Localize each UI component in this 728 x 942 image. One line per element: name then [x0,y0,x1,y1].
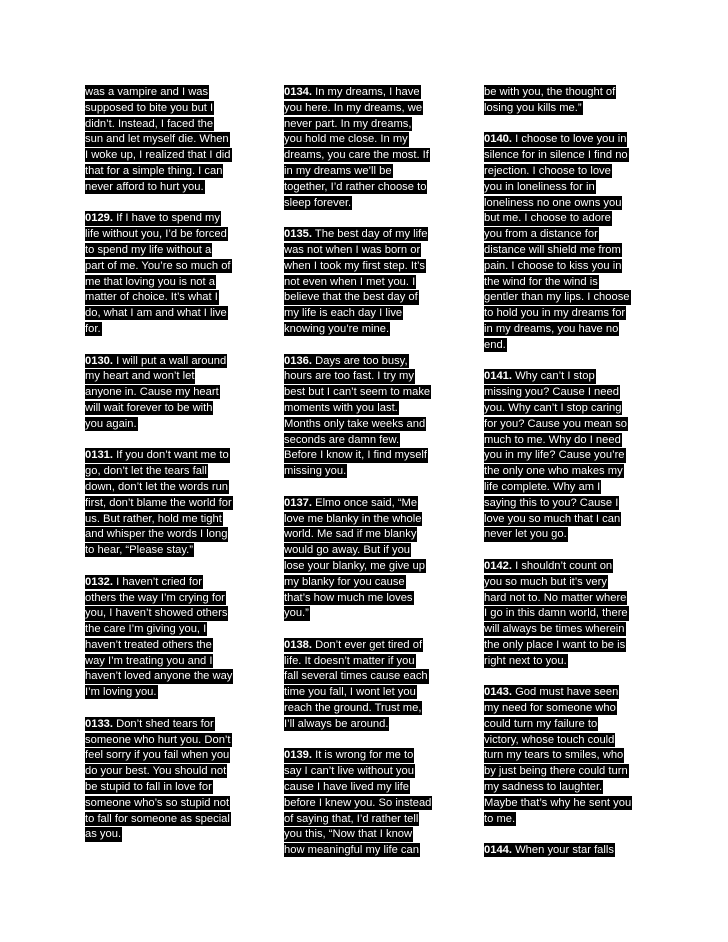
highlighted-text: sun and let myself die. When [85,133,229,146]
text-line [284,132,444,148]
text-line [484,101,644,117]
highlighted-text: the care I’m giving you, I [85,623,207,636]
highlighted-text: 0129. If I have to spend my [85,212,220,225]
highlighted-text: victory, whose touch could [484,733,615,746]
highlighted-text: missing you? Cause I need [484,386,619,399]
quote-paragraph [484,559,644,670]
text-line [85,527,245,543]
quote-paragraph [85,575,245,701]
quote-number: 0136. [284,354,312,367]
highlighted-text: loneliness no one owns you [484,196,622,209]
highlighted-text: that for a simple thing. I can [85,164,223,177]
text-line [85,638,245,654]
highlighted-text: 0136. Days are too busy, [284,354,408,367]
text-line [484,401,644,417]
text-line [484,591,644,607]
highlighted-text: gentler than my lips. I choose [484,291,630,304]
text-line [484,85,644,101]
text-line [484,132,644,148]
highlighted-text: love me blanky in the whole [284,512,422,525]
highlighted-text: Months only take weeks and [284,417,426,430]
highlighted-text: matter of choice. It’s what I [85,291,218,304]
text-line [484,496,644,512]
highlighted-text: reach the ground. Trust me, [284,702,422,715]
text-line [85,164,245,180]
text-line [85,575,245,591]
text-line [484,275,644,291]
text-line [484,843,644,859]
text-line [284,164,444,180]
quote-number: 0131. [85,449,113,462]
text-line [284,354,444,370]
highlighted-text: someone who hurt you. Don’t [85,733,231,746]
highlighted-text: 0135. The best day of my life [284,228,428,241]
highlighted-text: in my dreams, you have no [484,322,619,335]
quote-paragraph [284,638,444,733]
quote-number: 0140. [484,133,512,146]
highlighted-text: you in loneliness for in [484,180,595,193]
highlighted-text: losing you kills me.” [484,101,582,114]
highlighted-text: 0137. Elmo once said, “Me [284,496,418,509]
quote-number: 0143. [484,686,512,699]
quote-paragraph [284,227,444,338]
highlighted-text: would go away. But if you [284,544,411,557]
highlighted-text: together, I’d rather choose to [284,180,427,193]
highlighted-text: you so much but it’s very [484,575,607,588]
highlighted-text: my need for someone who [484,702,616,715]
quote-number: 0138. [284,638,312,651]
text-line [484,796,644,812]
text-line [484,417,644,433]
text-line [484,385,644,401]
text-line [85,622,245,638]
highlighted-text: be stupid to fall in love for [85,781,212,794]
highlighted-text: seconds are damn few. [284,433,400,446]
highlighted-text: be with you, the thought of [484,86,616,98]
highlighted-text: distance will shield me from [484,243,621,256]
text-line [284,433,444,449]
text-line [484,433,644,449]
text-line [484,338,644,354]
highlighted-text: didn’t. Instead, I faced the [85,117,214,130]
text-line [484,480,644,496]
text-line [85,780,245,796]
highlighted-text: you from a distance for [484,228,598,241]
highlighted-text: you in my life? Cause you’re [484,449,625,462]
text-line [85,148,245,164]
text-line [484,606,644,622]
text-line [85,290,245,306]
highlighted-text: in my dreams we’ll be [284,164,392,177]
highlighted-text: how meaningful my life can [284,844,419,857]
highlighted-text: you hold me close. In my [284,133,408,146]
text-line [85,385,245,401]
highlighted-text: could turn my failure to [484,717,598,730]
highlighted-text: 0140. I choose to love you in [484,133,627,146]
quote-paragraph [284,354,444,480]
highlighted-text: I woke up, I realized that I did [85,149,231,162]
highlighted-text: right next to you. [484,654,567,667]
text-line [85,211,245,227]
highlighted-text: never part. In my dreams, [284,117,412,130]
text-line [284,764,444,780]
text-line [284,512,444,528]
quote-number: 0137. [284,496,312,509]
highlighted-text: life complete. Why am I [484,480,601,493]
highlighted-text: go, don’t let the tears fall [85,465,207,478]
highlighted-text: 0144. When your star falls [484,844,614,857]
highlighted-text: I go in this damn world, there [484,607,628,620]
highlighted-text: as you. [85,828,122,841]
text-line [85,812,245,828]
text-line [484,290,644,306]
text-line [284,259,444,275]
highlighted-text: missing you. [284,465,347,478]
highlighted-text: sleep forever. [284,196,352,209]
highlighted-text: silence for in silence I find no [484,149,628,162]
highlighted-text: the only one who makes my [484,465,623,478]
highlighted-text: part of me. You’re so much of [85,259,231,272]
text-line [284,417,444,433]
highlighted-text: will wait forever to be with [85,401,213,414]
highlighted-text: do your best. You should not [85,765,227,778]
highlighted-text: us. But rather, hold me tight [85,512,222,525]
highlighted-text: hours are too fast. I try my [284,370,414,383]
text-line [284,369,444,385]
highlighted-text: saying this to you? Cause I [484,496,619,509]
highlighted-text: you.” [284,607,309,620]
highlighted-text: much to me. Why do I need [484,433,621,446]
text-line [85,606,245,622]
highlighted-text: was not when I was born or [284,243,421,256]
text-column-2 [284,85,444,859]
text-line [284,748,444,764]
text-line [284,385,444,401]
text-line [284,843,444,859]
text-line [484,211,644,227]
text-line [484,654,644,670]
text-line [85,117,245,133]
highlighted-text: time you fall, I wont let you [284,686,416,699]
text-line [484,196,644,212]
text-line [85,243,245,259]
text-line [85,764,245,780]
quote-paragraph [284,85,444,211]
text-line [284,543,444,559]
text-line [484,575,644,591]
highlighted-text: but me. I choose to adore [484,212,611,225]
text-line [284,812,444,828]
text-line [284,101,444,117]
highlighted-text: 0133. Don’t shed tears for [85,717,214,730]
text-line [484,764,644,780]
highlighted-text: 0131. If you don’t want me to [85,449,229,462]
text-line [284,322,444,338]
text-line [284,275,444,291]
highlighted-text: first, don’t blame the world for [85,496,232,509]
highlighted-text: do, what I am and what I live [85,307,227,320]
highlighted-text: you. Why can’t I stop caring [484,401,622,414]
highlighted-text: fall several times cause each [284,670,428,683]
text-line [284,717,444,733]
quote-paragraph [484,369,644,543]
highlighted-text: 0134. In my dreams, I have [284,86,420,98]
highlighted-text: lose your blanky, me give up [284,559,425,572]
text-line [85,417,245,433]
highlighted-text: my life is each day I live [284,307,403,320]
text-line [284,654,444,670]
text-line [284,527,444,543]
text-line [484,701,644,717]
text-line [85,496,245,512]
text-line [85,733,245,749]
text-line [85,275,245,291]
highlighted-text: the wind for the wind is [484,275,598,288]
highlighted-text: 0143. God must have seen [484,686,619,699]
quote-number: 0141. [484,370,512,383]
highlighted-text: knowing you’re mine. [284,322,390,335]
highlighted-text: you this, “Now that I know [284,828,413,841]
highlighted-text: 0130. I will put a wall around [85,354,227,367]
highlighted-text: end. [484,338,506,351]
text-line [284,685,444,701]
text-line [85,591,245,607]
highlighted-text: down, don’t let the words run [85,480,229,493]
text-line [85,101,245,117]
highlighted-text: others the way I’m crying for [85,591,225,604]
quote-paragraph [284,496,444,622]
highlighted-text: for. [85,322,101,335]
highlighted-text: never afford to hurt you. [85,180,204,193]
text-line [484,180,644,196]
quote-number: 0142. [484,559,512,572]
highlighted-text: 0132. I haven’t cried for [85,575,202,588]
highlighted-text: by just being there could turn [484,765,628,778]
highlighted-text: anyone in. Cause my heart [85,386,219,399]
highlighted-text: say I can’t live without you [284,765,414,778]
quote-paragraph [484,843,644,859]
quote-paragraph [85,211,245,337]
text-line [85,448,245,464]
highlighted-text: dreams, you care the most. If [284,149,429,162]
highlighted-text: cause I have lived my life [284,781,409,794]
text-line [85,369,245,385]
highlighted-text: never let you go. [484,528,567,541]
text-line [85,85,245,101]
highlighted-text: life. It doesn’t matter if you [284,654,415,667]
quote-paragraph [85,448,245,559]
quote-paragraph [484,685,644,827]
text-line [85,401,245,417]
highlighted-text: moments with you last. [284,401,398,414]
text-line [284,591,444,607]
text-line [85,685,245,701]
text-line [284,464,444,480]
text-line [284,448,444,464]
text-line [284,85,444,101]
text-line [284,780,444,796]
quote-number: 0133. [85,717,113,730]
text-line [85,717,245,733]
text-line [484,164,644,180]
text-line [85,259,245,275]
text-line [284,575,444,591]
highlighted-text: when I took my first step. It’s [284,259,425,272]
highlighted-text: life without you, I’d be forced [85,228,227,241]
text-line [85,748,245,764]
highlighted-text: my blanky for you cause [284,575,405,588]
quote-paragraph [85,354,245,433]
text-line [484,812,644,828]
text-line [484,733,644,749]
highlighted-text: my heart and won’t let [85,370,195,383]
quote-paragraph [284,748,444,859]
text-line [85,796,245,812]
highlighted-text: 0142. I shouldn’t count on [484,559,613,572]
highlighted-text: for you? Cause you mean so [484,417,628,430]
highlighted-text: Maybe that’s why he sent you [484,796,632,809]
text-line [85,322,245,338]
quote-paragraph [85,717,245,843]
highlighted-text: of saying that, I’d rather tell [284,812,419,825]
text-line [484,685,644,701]
highlighted-text: to me. [484,812,516,825]
text-line [85,827,245,843]
text-line [484,448,644,464]
text-line [284,796,444,812]
text-line [85,227,245,243]
text-line [284,559,444,575]
text-line [484,227,644,243]
text-line [85,132,245,148]
highlighted-text: the only place I want to be is [484,638,626,651]
quote-number: 0132. [85,575,113,588]
quote-number: 0139. [284,749,312,762]
quote-paragraph [484,85,644,117]
text-line [484,622,644,638]
highlighted-text: was a vampire and I was [85,86,209,98]
highlighted-text: and whisper the words I long [85,528,228,541]
text-line [484,512,644,528]
text-line [85,543,245,559]
text-line [85,669,245,685]
text-line [484,527,644,543]
text-line [484,559,644,575]
text-line [284,290,444,306]
text-line [284,117,444,133]
highlighted-text: feel sorry if you fail when you [85,749,230,762]
highlighted-text: me that loving you is not a [85,275,215,288]
text-line [484,464,644,480]
highlighted-text: believe that the best day of [284,291,418,304]
text-line [284,196,444,212]
quote-paragraph [484,132,644,353]
highlighted-text: not even when I met you. I [284,275,416,288]
text-line [85,180,245,196]
highlighted-text: 0139. It is wrong for me to [284,749,414,762]
text-line [484,322,644,338]
highlighted-text: best but I can’t seem to make [284,386,431,399]
highlighted-text: haven’t loved anyone the way [85,670,233,683]
text-line [484,780,644,796]
highlighted-text: I’m loving you. [85,686,157,699]
text-line [85,512,245,528]
highlighted-text: before I knew you. So instead [284,796,432,809]
highlighted-text: that’s how much me loves [284,591,413,604]
text-line [284,227,444,243]
text-line [284,243,444,259]
text-column-1 [85,85,245,843]
text-column-3 [484,85,644,859]
text-line [284,827,444,843]
text-line [284,669,444,685]
text-line [484,259,644,275]
highlighted-text: you, I haven’t showed others [85,607,228,620]
highlighted-text: to fall for someone as special [85,812,230,825]
highlighted-text: you again. [85,417,137,430]
text-line [85,654,245,670]
text-line [484,306,644,322]
quote-number: 0129. [85,212,113,225]
highlighted-text: 0138. Don’t ever get tired of [284,638,423,651]
highlighted-text: hard not to. No matter where [484,591,627,604]
highlighted-text: I’ll always be around. [284,717,389,730]
text-line [284,148,444,164]
text-line [484,243,644,259]
text-line [284,701,444,717]
highlighted-text: haven’t treated others the [85,638,212,651]
highlighted-text: to spend my life without a [85,243,212,256]
highlighted-text: turn my tears to smiles, who [484,749,624,762]
highlighted-text: world. Me sad if me blanky [284,528,417,541]
highlighted-text: you here. In my dreams, we [284,101,423,114]
text-line [284,180,444,196]
text-line [85,480,245,496]
highlighted-text: someone who’s so stupid not [85,796,230,809]
quote-number: 0134. [284,86,312,98]
text-line [484,717,644,733]
highlighted-text: to hear, “Please stay.” [85,544,193,557]
quote-number: 0130. [85,354,113,367]
quote-number: 0144. [484,844,512,857]
quote-paragraph [85,85,245,196]
text-line [284,606,444,622]
highlighted-text: to hold you in my dreams for [484,307,626,320]
highlighted-text: supposed to bite you but I [85,101,214,114]
text-line [85,354,245,370]
highlighted-text: Before I know it, I find myself [284,449,428,462]
highlighted-text: love you so much that I can [484,512,621,525]
text-line [284,306,444,322]
highlighted-text: my sadness to laughter. [484,781,603,794]
highlighted-text: pain. I choose to kiss you in [484,259,622,272]
quote-number: 0135. [284,228,312,241]
highlighted-text: 0141. Why can’t I stop [484,370,595,383]
text-line [484,748,644,764]
text-line [284,496,444,512]
text-line [85,464,245,480]
text-line [484,148,644,164]
text-line [484,369,644,385]
text-line [484,638,644,654]
text-line [85,306,245,322]
text-line [284,638,444,654]
highlighted-text: way I’m treating you and I [85,654,213,667]
highlighted-text: will always be times wherein [484,623,625,636]
highlighted-text: rejection. I choose to love [484,164,611,177]
text-line [284,401,444,417]
